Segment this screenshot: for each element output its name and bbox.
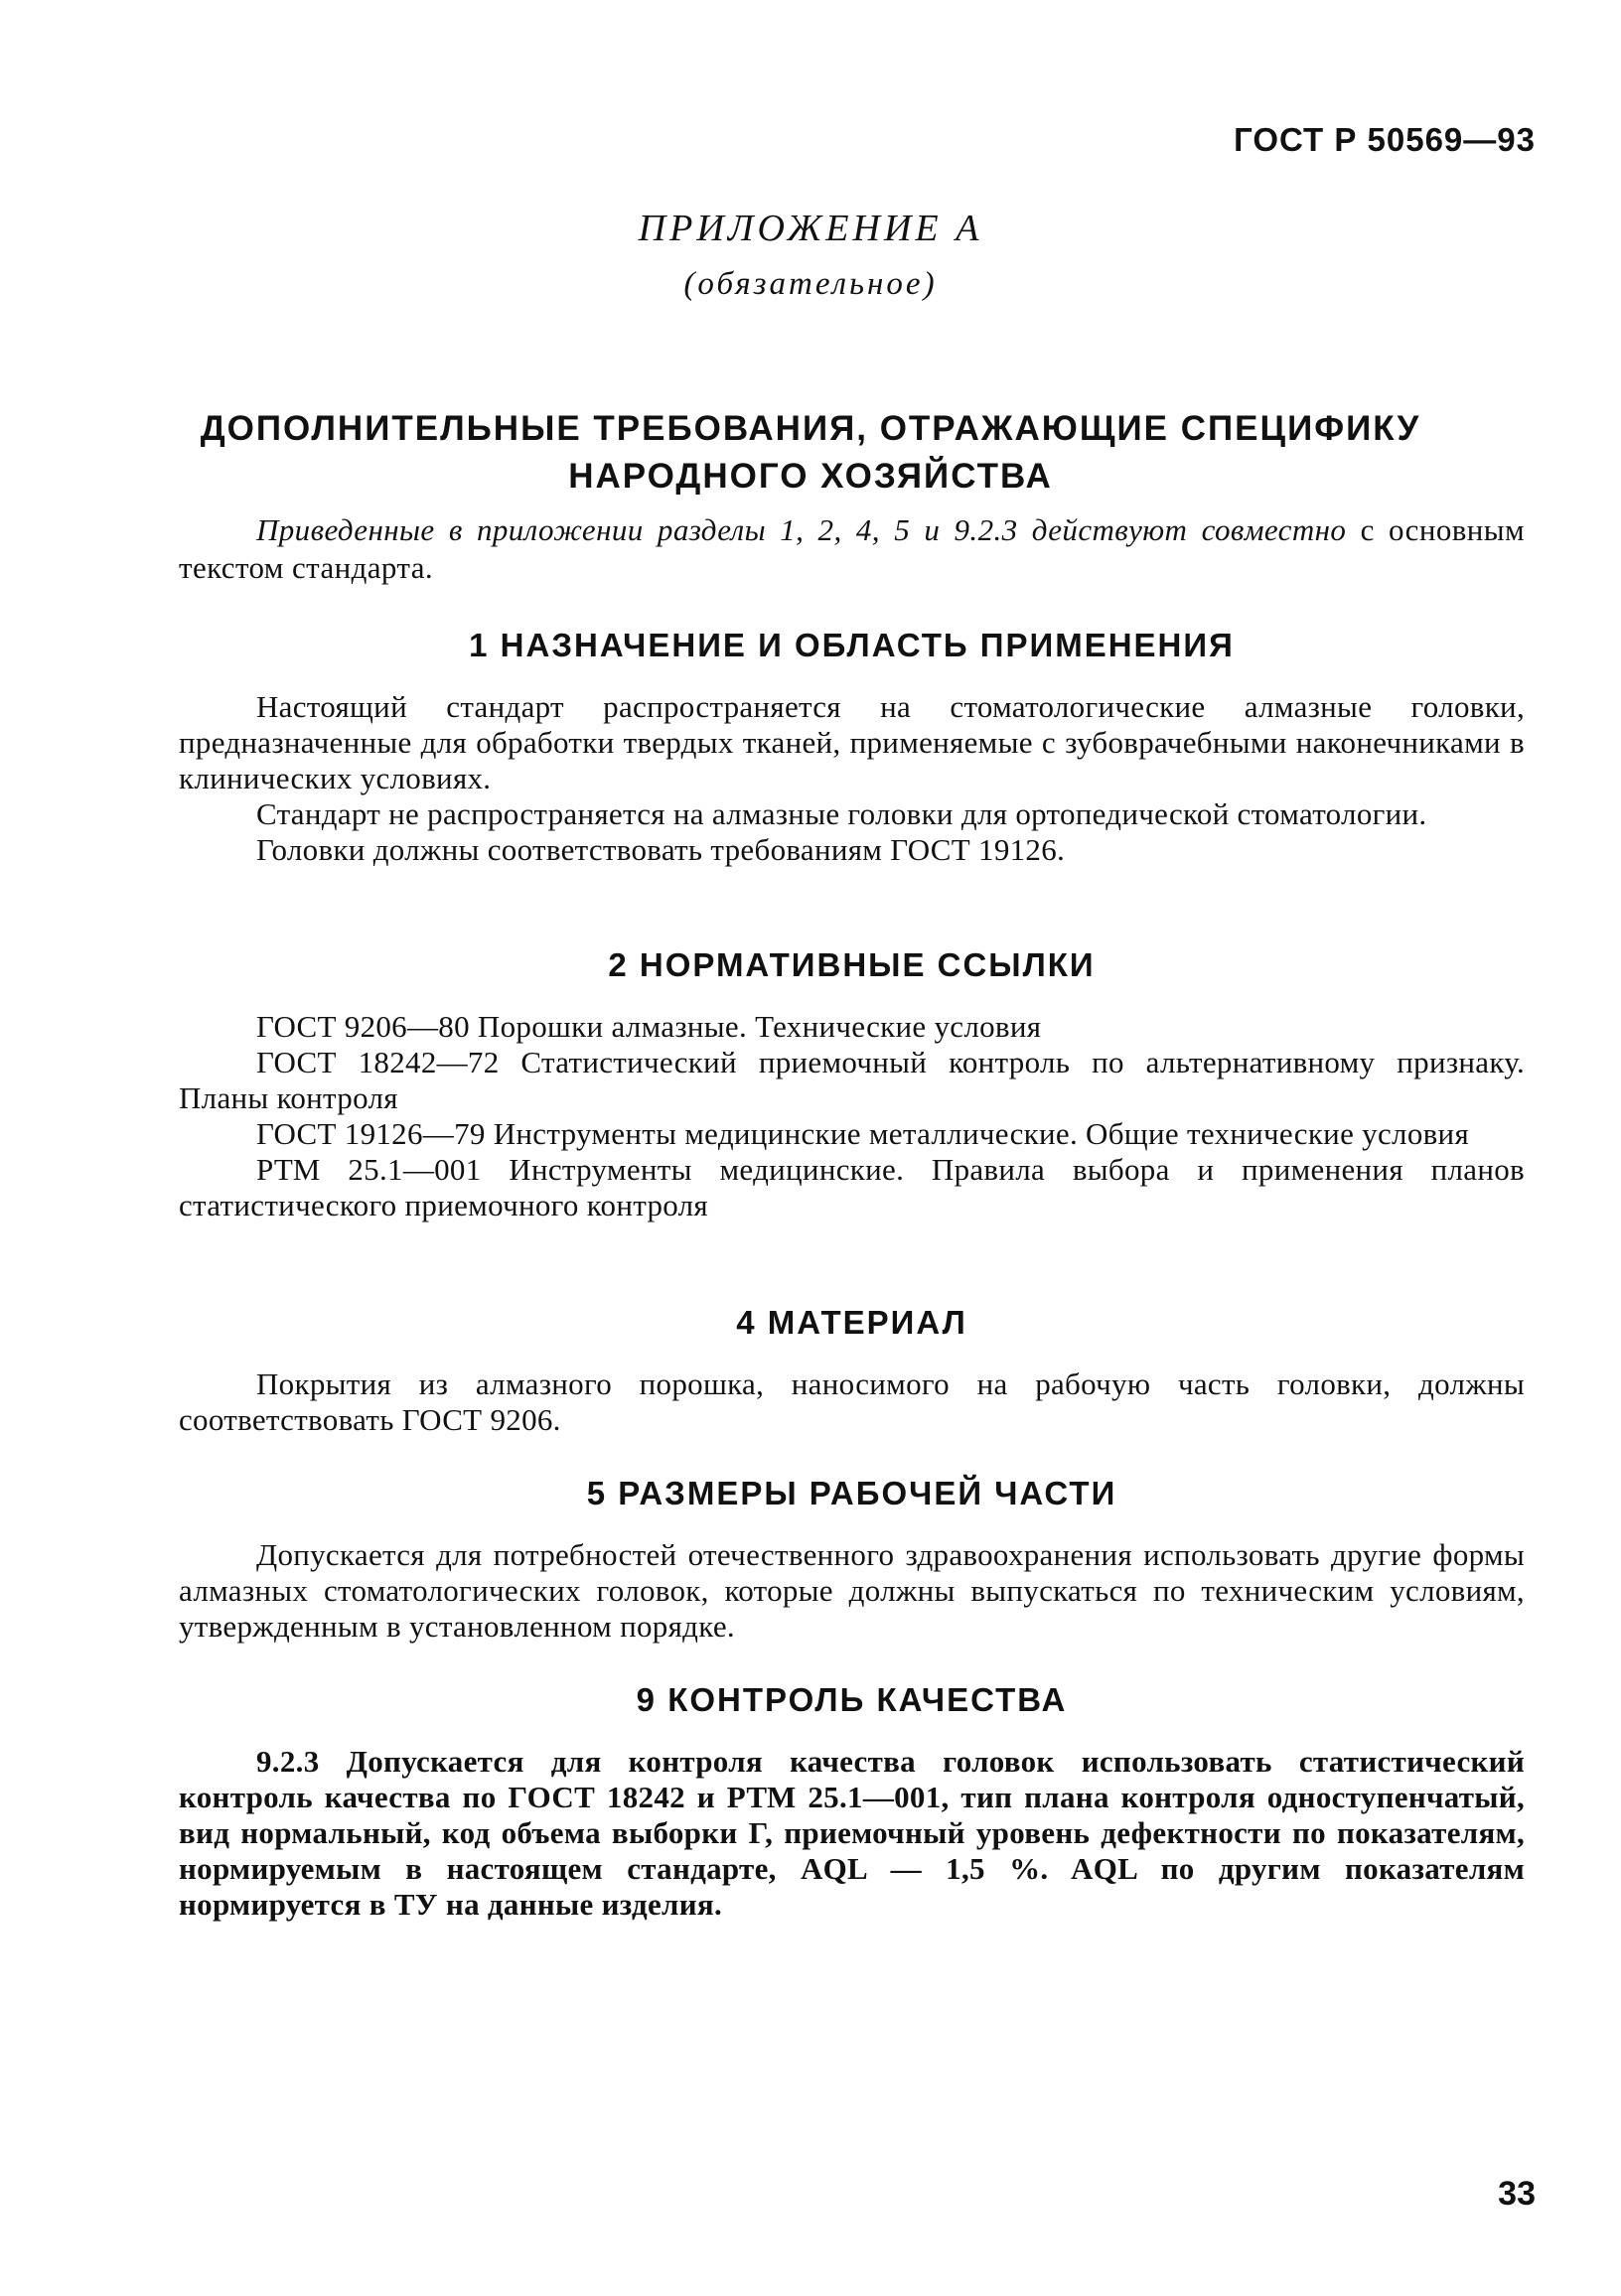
section-paragraph: Настоящий стандарт распространяется на стоматологические алмазные головки, предназначенные для обработки твердых тканей, применяемые с зубоврачебными наконечниками в клинических условиях. — [179, 689, 1525, 795]
section-paragraph: ГОСТ 9206—80 Порошки алмазные. Технические условия — [256, 1009, 1042, 1044]
section-paragraph: Стандарт не распространяется на алмазные головки для ортопедической стоматологии. — [256, 796, 1427, 831]
section-heading: 9 КОНТРОЛЬ КАЧЕСТВА — [636, 1681, 1068, 1718]
main-title: ДОПОЛНИТЕЛЬНЫЕ ТРЕБОВАНИЯ, ОТРАЖАЮЩИЕ СПЕЦИФИКУ НАРОДНОГО ХОЗЯЙСТВА — [200, 409, 1421, 496]
section-paragraph: ГОСТ 19126—79 Инструменты медицинские металлические. Общие технические условия — [256, 1116, 1470, 1151]
section-paragraph: Покрытия из алмазного порошка, наносимого на рабочую часть головки, должны соответствовать ГОСТ 9206. — [179, 1366, 1525, 1437]
appendix-subtitle: (обязательное) — [683, 266, 938, 302]
section-material — [179, 1301, 1525, 1438]
section-heading: 2 НОРМАТИВНЫЕ ССЫЛКИ — [608, 946, 1096, 983]
section-paragraph: ГОСТ 18242—72 Статистический приемочный контроль по альтернативному признаку. Планы контроля — [179, 1045, 1525, 1115]
section-heading: 4 МАТЕРИАЛ — [736, 1304, 967, 1341]
section-paragraph: 9.2.3 Допускается для контроля качества головок использовать статистический контроль качества по ГОСТ 18242 и РТМ 25.1—001, тип плана контроля одноступенчатый, вид нормальный, код объема выборки Г, приемочный уровень дефектности по показателям, нормируемым в настоящем стандарте, AQL — 1,5 %. AQL по другим показателям нормируется в ТУ на данные изделия. — [179, 1744, 1525, 1922]
section-scope — [179, 624, 1525, 868]
intro-rest-text: с основным текстом стандарта. — [179, 512, 1526, 585]
intro-italic-text: Приведенные в приложении разделы 1, 2, 4, 5 и 9.2.3 действуют совместно — [256, 512, 1347, 547]
section-paragraph: РТМ 25.1—001 Инструменты медицинские. Правила выбора и применения планов статистического приемочного контроля — [179, 1152, 1525, 1222]
section-normative-references — [179, 943, 1525, 1223]
intro-paragraph — [179, 511, 1525, 587]
appendix-title: ПРИЛОЖЕНИЕ А — [638, 208, 983, 249]
section-paragraph: Головки должны соответствовать требованиям ГОСТ 19126. — [256, 832, 1066, 867]
section-paragraph: Допускается для потребностей отечественного здравоохранения использовать другие формы алмазных стоматологических головок, которые должны выпускаться по техническим условиям, утвержденным в установленном порядке. — [179, 1537, 1525, 1644]
section-working-part-dimensions — [179, 1472, 1525, 1645]
section-heading: 1 НАЗНАЧЕНИЕ И ОБЛАСТЬ ПРИМЕНЕНИЯ — [469, 627, 1235, 663]
section-heading: 5 РАЗМЕРЫ РАБОЧЕЙ ЧАСТИ — [586, 1475, 1117, 1511]
page-number: 33 — [1498, 2175, 1536, 2213]
standard-code: ГОСТ Р 50569—93 — [1234, 121, 1536, 158]
section-quality-control — [179, 1678, 1525, 1923]
